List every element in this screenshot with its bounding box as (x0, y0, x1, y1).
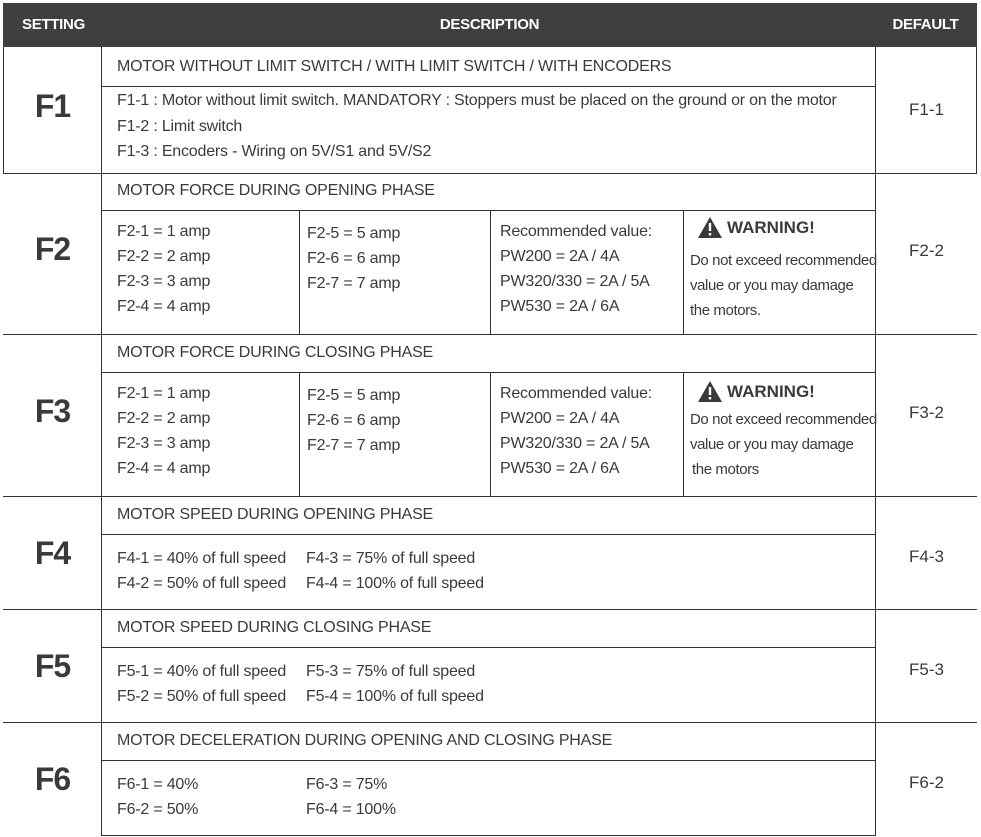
option-f4-3: F4-3 = 75% of full speed (306, 550, 476, 567)
warning-line: value or you may damage (690, 436, 854, 453)
default-f5: F5-3 (909, 660, 944, 679)
warning-line: the motors. (690, 302, 761, 319)
option-f2-7: F2-7 = 7 amp (307, 275, 401, 292)
warning-triangle-icon (698, 381, 722, 402)
recommended-pw200-f3: PW200 = 2A / 4A (500, 410, 620, 427)
warning-body-f3 (690, 407, 877, 482)
recommended-label-f2: Recommended value: (500, 223, 653, 240)
recommended-pw530-f3: PW530 = 2A / 6A (500, 460, 620, 477)
header-default-setting: DEFAULT SETTING (892, 16, 959, 77)
options-f3-col1 (117, 381, 210, 481)
default-f4: F4-3 (909, 547, 944, 566)
warning-title-f3 (698, 381, 815, 402)
warning-line: value or you may damage (690, 277, 854, 294)
option-f1-3: F1-3 : Encoders - Wiring on 5V/S1 and 5V/S2 (117, 143, 432, 160)
options-f4-col1 (117, 546, 286, 596)
option-f6-3: F6-3 = 75% (306, 776, 388, 793)
warning-line: Do not exceed recommended (690, 411, 877, 428)
option-f5-3: F5-3 = 75% of full speed (306, 663, 476, 680)
option-f3-6: F2-6 = 6 amp (307, 412, 401, 429)
recommended-pw530-f2: PW530 = 2A / 6A (500, 298, 620, 315)
option-f2-1: F2-1 = 1 amp (117, 223, 211, 240)
option-f3-7: F2-7 = 7 amp (307, 437, 401, 454)
recommended-pw320-f3: PW320/330 = 2A / 5A (500, 435, 650, 452)
default-f3: F3-2 (909, 403, 944, 422)
recommended-pw320-f2: PW320/330 = 2A / 5A (500, 273, 650, 290)
option-f3-2: F2-2 = 2 amp (117, 410, 211, 427)
option-f5-4: F5-4 = 100% of full speed (306, 688, 484, 705)
option-f1-2: F1-2 : Limit switch (117, 117, 243, 135)
recommended-f3 (500, 381, 652, 481)
setting-code-f1: F1 (34, 88, 71, 124)
row-title-f2: MOTOR FORCE DURING OPENING PHASE (117, 182, 435, 199)
recommended-label-f3: Recommended value: (500, 385, 653, 402)
warning-body-f2 (690, 248, 877, 323)
setting-code-f5: F5 (34, 648, 71, 684)
option-f6-4: F6-4 = 100% (306, 801, 396, 818)
option-f4-4: F4-4 = 100% of full speed (306, 575, 484, 592)
option-f4-1: F4-1 = 40% of full speed (117, 550, 287, 567)
options-f6-col1 (117, 772, 198, 822)
recommended-pw200-f2: PW200 = 2A / 4A (500, 248, 620, 265)
warning-title-f2 (698, 217, 815, 238)
row-title-f1: MOTOR WITHOUT LIMIT SWITCH / WITH LIMIT SWITCH / WITH ENCODERS (117, 58, 672, 75)
row-title-f4: MOTOR SPEED DURING OPENING PHASE (117, 506, 434, 523)
option-f3-4: F2-4 = 4 amp (117, 460, 211, 477)
warning-triangle-icon (698, 217, 722, 238)
setting-code-f2: F2 (34, 231, 71, 267)
options-f6-col2 (306, 772, 396, 822)
option-f3-5: F2-5 = 5 amp (307, 387, 401, 404)
row-title-f5: MOTOR SPEED DURING CLOSING PHASE (117, 619, 432, 636)
warning-line: the motors (692, 461, 759, 478)
option-f2-2: F2-2 = 2 amp (117, 248, 211, 265)
options-f1 (117, 88, 837, 165)
row-title-f3: MOTOR FORCE DURING CLOSING PHASE (117, 344, 434, 361)
option-f2-4: F2-4 = 4 amp (117, 298, 211, 315)
header-setting: SETTING (22, 16, 85, 33)
options-f3-col2 (307, 383, 400, 458)
option-f3-1: F2-1 = 1 amp (117, 385, 211, 402)
default-f2: F2-2 (909, 241, 944, 260)
options-f2-col2 (307, 221, 400, 296)
default-f1: F1-1 (909, 100, 944, 119)
options-f5-col1 (117, 659, 286, 709)
option-f1-1: F1-1 : Motor without limit switch. MANDATORY : Stoppers must be placed on the ground or on the motor (117, 92, 837, 109)
default-f6: F6-2 (909, 773, 944, 792)
warning-title-text: WARNING! (727, 381, 815, 401)
warning-title-text: WARNING! (727, 217, 815, 237)
option-f2-3: F2-3 = 3 amp (117, 273, 211, 290)
recommended-f2 (500, 219, 652, 319)
options-f4-col2 (306, 546, 484, 596)
option-f6-2: F6-2 = 50% (117, 801, 199, 818)
options-f5-col2 (306, 659, 484, 709)
row-title-f6: MOTOR DECELERATION DURING OPENING AND CLOSING PHASE (117, 732, 613, 749)
option-f2-6: F2-6 = 6 amp (307, 250, 401, 267)
option-f2-5: F2-5 = 5 amp (307, 225, 401, 242)
setting-code-f6: F6 (34, 761, 71, 797)
option-f4-2: F4-2 = 50% of full speed (117, 575, 287, 592)
option-f5-2: F5-2 = 50% of full speed (117, 688, 287, 705)
option-f5-1: F5-1 = 40% of full speed (117, 663, 287, 680)
header-description: DESCRIPTION (439, 16, 540, 33)
setting-code-f3: F3 (34, 393, 71, 429)
setting-code-f4: F4 (34, 535, 71, 571)
option-f3-3: F2-3 = 3 amp (117, 435, 211, 452)
option-f6-1: F6-1 = 40% (117, 776, 199, 793)
warning-line: Do not exceed recommended (690, 252, 877, 269)
options-f2-col1 (117, 219, 210, 319)
